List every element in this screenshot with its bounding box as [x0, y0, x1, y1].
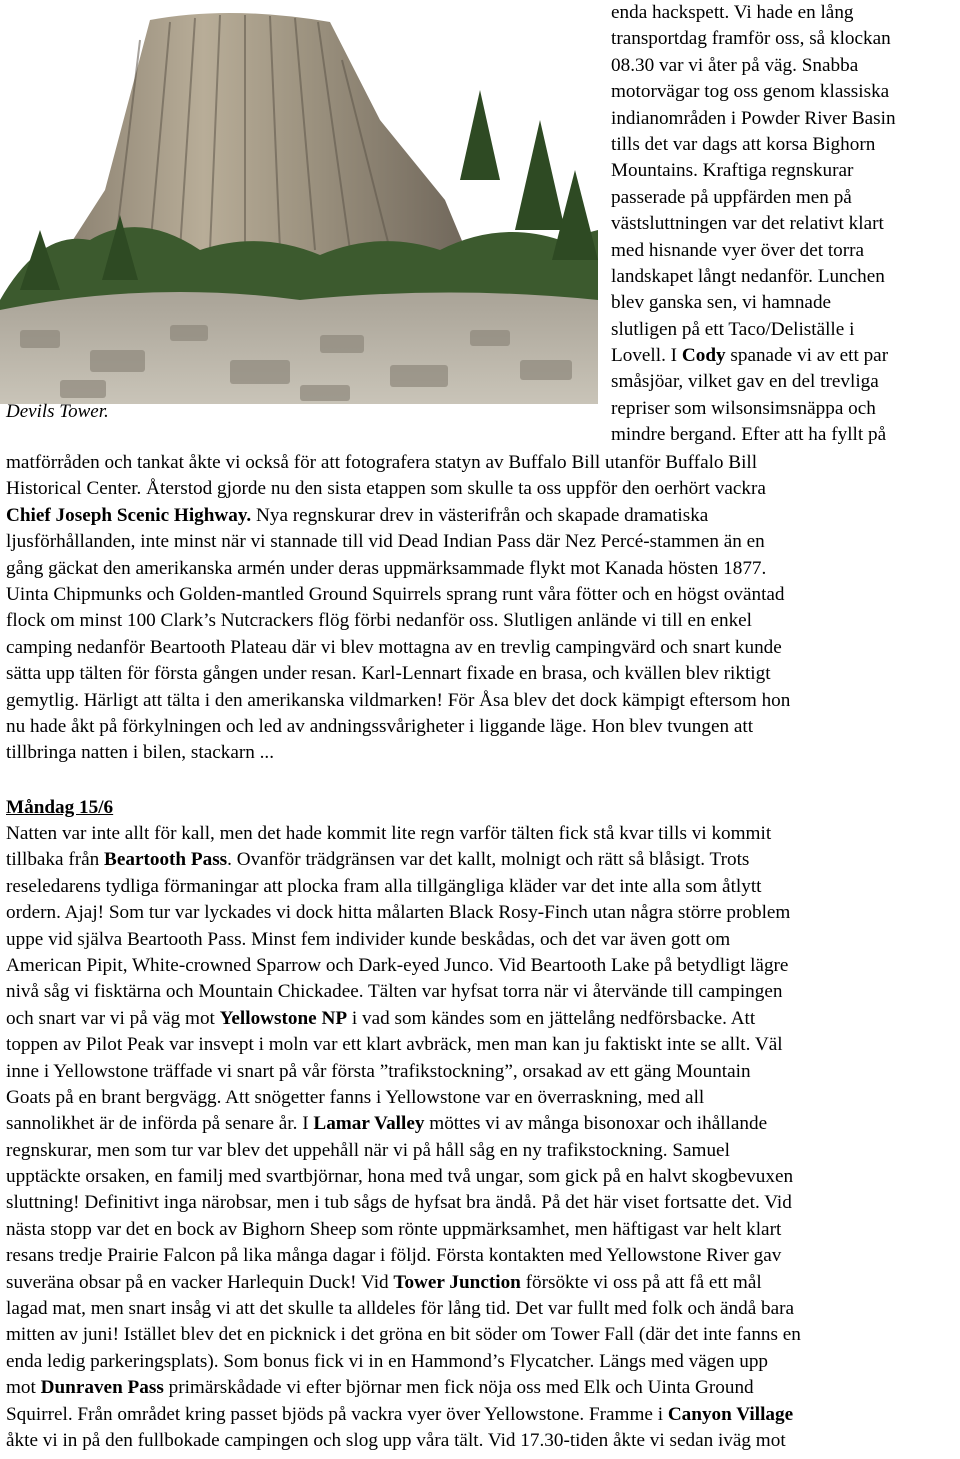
text-line: tillbringa natten i bilen, stackarn ... [6, 742, 275, 764]
text-line [611, 343, 957, 369]
section-heading [6, 795, 960, 821]
text-line: passerade på uppfärden men på [611, 186, 852, 208]
text-line: 08.30 var vi åter på väg. Snabba [611, 54, 859, 76]
text-line: toppen av Pilot Peak var insvept i moln var ett klart avbräck, men man kan ju faktiskt inte se allt. Väl [6, 1034, 783, 1056]
text-line: nivå såg vi fisktärna och Mountain Chickadee. Tälten var hyfsat torra när vi återvände till campingen [6, 981, 783, 1003]
text-line: sluttning! Definitivt inga närobsar, men i tub sågs de hyfsat bra ändå. På det här viset fortsatte det. Vid [6, 1192, 792, 1214]
text-line: blev ganska sen, vi hamnade [611, 292, 832, 314]
place-name-lamar-valley: Lamar Valley [313, 1113, 425, 1135]
text-line: nästa stopp var det en bock av Bighorn Sheep som rönte uppmärksamhet, men häftigast var helt klart [6, 1218, 782, 1240]
text-line: transportdag framför oss, så klockan [611, 28, 891, 50]
text-run: tillbaka från [6, 849, 105, 871]
text-line [6, 503, 960, 529]
text-line: åkte vi in på den fullbokade campingen och slog upp våra tält. Vid 17.30-tiden åkte vi sedan iväg mot [6, 1429, 786, 1451]
text-run: sannolikhet är de införda på senare år. I [6, 1113, 314, 1135]
text-line: motorvägar tog oss genom klassiska [611, 81, 890, 103]
place-name-canyon-village: Canyon Village [667, 1403, 794, 1425]
text-run: i vad som kändes som en jättelång nedförsbacke. Att [347, 1007, 756, 1029]
text-run: möttes vi av många bisonoxar och ihållande [424, 1113, 768, 1135]
text-line: västsluttningen var det relativt klart [611, 213, 884, 235]
text-line: småsjöar, vilket gav en del trevliga [611, 371, 879, 393]
text-line: lagad mat, men snart insåg vi att det skulle ta alldeles för lång tid. Det var fullt med folk och ändå bara [6, 1298, 795, 1320]
right-column-text [611, 0, 957, 449]
place-name-dunraven-pass: Dunraven Pass [40, 1377, 164, 1399]
text-line: med hisnande vyer över det torra [611, 239, 865, 261]
text-line: inne i Yellowstone träffade vi snart på vår första ”trafikstockning”, orsakad av ett gäng Mountain [6, 1060, 751, 1082]
devils-tower-image [0, 0, 598, 404]
text-line: resans tredje Prairie Falcon på lika många dagar i följd. Första kontakten med Yellowstone River gav [6, 1245, 782, 1267]
text-line: ordern. Ajaj! Som tur var lyckades vi dock hitta målarten Black Rosy-Finch utan några större problem [6, 902, 791, 924]
place-name-chief-joseph: Chief Joseph Scenic Highway. [6, 504, 252, 526]
photo-caption: Devils Tower. [6, 401, 109, 422]
text-line: ljusförhållanden, inte minst när vi stannade till vid Dead Indian Pass där Nez Percé-stammen än en [6, 531, 765, 553]
text-line: camping nedanför Beartooth Plateau där vi blev mottagna av en trevlig campingvärd och snart kunde [6, 636, 782, 658]
text-line: Historical Center. Återstod gjorde nu den sista etappen som skulle ta oss uppför den oerhört vackra [6, 478, 766, 500]
text-line: reseledarens tydliga förmaningar att plocka fram alla tillgängliga kläder var det inte alla som åtlytt [6, 875, 762, 897]
place-name-yellowstone: Yellowstone NP [219, 1007, 348, 1029]
text-line [6, 1270, 960, 1296]
text-line: American Pipit, White-crowned Sparrow och Dark-eyed Junco. Vid Beartooth Lake på betydligt lägre [6, 954, 789, 976]
text-line: upptäckte orsaken, en familj med svartbjörnar, hona med två ungar, som gick på en halvt skogbevuxen [6, 1166, 794, 1188]
day-heading: Måndag 15/6 [6, 797, 114, 818]
text-line: matförråden och tankat åkte vi också för att fotografera statyn av Buffalo Bill utanför Buffalo Bill [6, 452, 758, 473]
text-run: Lovell. I [611, 345, 682, 367]
place-name-cody: Cody [681, 345, 726, 367]
text-line: landskapet långt nedanför. Lunchen [611, 265, 885, 287]
text-line: tills det var dags att korsa Bighorn [611, 133, 876, 155]
text-line: Natten var inte allt för kall, men det hade kommit lite regn varför tälten fick stå kvar tills vi kommit [6, 823, 772, 844]
text-line [6, 1375, 960, 1401]
text-line [6, 847, 960, 873]
place-name-tower-junction: Tower Junction [393, 1271, 521, 1293]
text-line: uppe vid själva Beartooth Pass. Minst fem individer kunde beskådas, och det var även gott om [6, 928, 731, 950]
text-line: enda ledig parkeringsplats). Som bonus fick vi in en Hammond’s Flycatcher. Längs med vägen upp [6, 1350, 769, 1372]
text-line: sätta upp tälten för första gången under resan. Karl-Lennart fixade en brasa, och kvällen blev riktigt [6, 663, 771, 685]
text-run: spanade vi av ett par [725, 345, 889, 367]
text-line: enda hackspett. Vi hade en lång [611, 2, 854, 23]
text-line: nu hade åkt på förkylningen och led av andningssvårigheter i liggande läge. Hon blev tvungen att [6, 715, 754, 737]
text-line: mitten av juni! Istället blev det en picknick i det gröna en bit söder om Tower Fall (där det inte fanns en [6, 1324, 801, 1346]
text-run: Nya regnskurar drev in västerifrån och skapade dramatiska [251, 504, 709, 526]
text-run: . Ovanför trädgränsen var det kallt, molnigt och rätt så blåsigt. Trots [227, 849, 750, 871]
text-line: Uinta Chipmunks och Golden-mantled Ground Squirrels sprang runt våra fötter och en högst oväntad [6, 583, 785, 605]
text-run: mot [6, 1377, 41, 1399]
text-line: Mountains. Kraftiga regnskurar [611, 160, 854, 182]
devils-tower-photo [0, 0, 598, 404]
text-run: försökte vi oss på att få ett mål [520, 1271, 762, 1293]
text-line: Goats på en brant bergvägg. Att snögetter fanns i Yellowstone var en överraskning, med all [6, 1086, 705, 1108]
text-line [6, 1402, 960, 1428]
paragraph-monday [6, 821, 960, 1454]
text-line: slutligen på ett Taco/Deliställe i [611, 318, 855, 340]
text-line: gemytlig. Härligt att tälta i den amerikanska vildmarken! För Åsa blev det dock kämpigt eftersom hon [6, 689, 791, 711]
text-line: regnskurar, men som tur var blev det uppehåll när vi på håll såg en ny trafikstockning. Samuel [6, 1139, 730, 1161]
text-run: och snart var vi på väg mot [6, 1007, 220, 1029]
text-run: suveräna obsar på en vacker Harlequin Duck! Vid [6, 1271, 394, 1293]
place-name-beartooth-pass: Beartooth Pass [104, 849, 228, 871]
text-line [6, 1006, 960, 1032]
text-line [6, 1111, 960, 1137]
text-line: indianområden i Powder River Basin [611, 107, 896, 129]
text-line: flock om minst 100 Clark’s Nutcrackers flög förbi nedanför oss. Slutligen anlände vi till en enkel [6, 610, 753, 632]
text-run: primärskådade vi efter björnar men fick nöja oss med Elk och Uinta Ground [163, 1377, 754, 1399]
text-line: gång gäckat den amerikanska armén under deras uppmärksammade flykt mot Kanada hösten 1877. [6, 557, 767, 579]
text-line: mindre bergand. Efter att ha fyllt på [611, 424, 887, 446]
paragraph-sunday [6, 450, 960, 767]
text-run: Squirrel. Från området kring passet bjöds på vackra vyer över Yellowstone. Framme i [6, 1403, 668, 1425]
text-line: repriser som wilsonsimsnäppa och [611, 397, 876, 419]
